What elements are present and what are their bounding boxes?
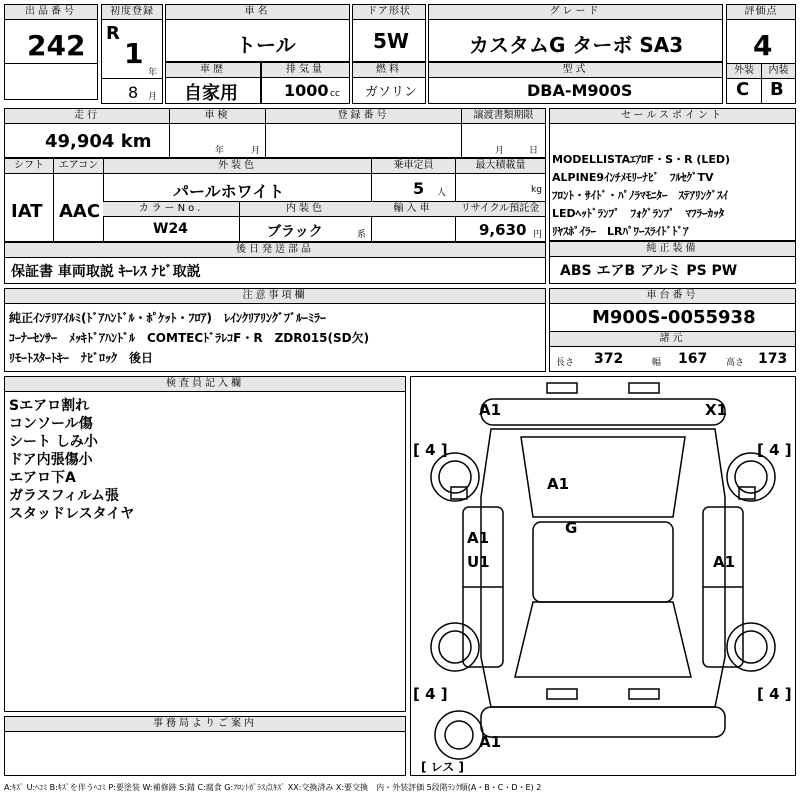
exterior-grade: C bbox=[736, 79, 750, 100]
length: 372 bbox=[594, 351, 624, 367]
note-line: ﾘﾓｰﾄｽﾀｰﾄｷｰ ﾅﾋﾞﾛｯｸ 後日 bbox=[9, 351, 154, 365]
diagram-front-left-label: A1 bbox=[479, 401, 502, 419]
transfer-day-unit: 日 bbox=[529, 146, 539, 156]
later-parts-box bbox=[4, 242, 546, 284]
year-unit: 年 bbox=[148, 68, 158, 78]
grade: カスタムG ターボ SA3 bbox=[469, 33, 684, 57]
sales-points-box bbox=[549, 108, 796, 241]
factory-equip-header: 純正装備 bbox=[550, 242, 795, 257]
grade-box bbox=[428, 4, 723, 62]
score: 4 bbox=[753, 29, 773, 62]
lot-number: 242 bbox=[27, 29, 86, 62]
notes-box bbox=[4, 288, 546, 372]
diagram-roof-a1: A1 bbox=[547, 475, 570, 493]
car-name: トール bbox=[236, 33, 296, 57]
max-load-header: 最大積載量 bbox=[455, 159, 545, 174]
lot-number-header: 出品番号 bbox=[5, 5, 97, 20]
chassis-header: 車台番号 bbox=[550, 289, 795, 304]
length-label: 長さ bbox=[556, 358, 575, 368]
note-line: 純正ｲﾝﾃﾘｱｲﾙﾐ(ﾄﾞｱﾊﾝﾄﾞﾙ・ﾎﾟｹｯﾄ・ﾌﾛｱ) ﾚｲﾝｸﾘｱﾘﾝｸﾞﾌﾞﾙｰﾐﾗｰ bbox=[9, 311, 326, 325]
legend: A:ｷｽﾞ U:ﾍｺﾐ B:ｷｽﾞを伴うﾍｺﾐ P:要塗装 W:補修跡 S:錆 C:腐食 G:ﾌﾛﾝﾄｶﾞﾗｽ点ｷｽﾞ XX:交換済み X:要交換 内・外装評価 5段階ﾗﾝｸ順(A・B・C・D・E) 2 bbox=[4, 783, 542, 792]
displacement: 1000 bbox=[284, 81, 329, 100]
diagram-tire-fr: [ 4 ] bbox=[757, 441, 792, 459]
shift: IAT bbox=[11, 201, 43, 222]
height: 173 bbox=[758, 351, 788, 367]
mileage-header: 走行 bbox=[5, 109, 169, 124]
sales-point-line: MODELLISTAｴｱﾛF・S・R (LED) bbox=[552, 153, 731, 166]
registration-month: 8 bbox=[128, 83, 139, 102]
ext-color: パールホワイト bbox=[173, 182, 285, 201]
exterior-header: 外装 bbox=[727, 64, 761, 79]
int-color-header: 内装色 bbox=[239, 202, 371, 217]
recycle-fee: 9,630 bbox=[479, 221, 527, 239]
inspector-note: ガラスフィルム張 bbox=[9, 488, 119, 504]
history-box bbox=[165, 62, 261, 104]
capacity-header: 乗車定員 bbox=[371, 159, 455, 174]
inspector-note: ドア内張傷小 bbox=[9, 452, 93, 468]
diagram-rear-a1: A1 bbox=[479, 733, 502, 751]
model-type-header: 型式 bbox=[429, 63, 722, 78]
inspector-box bbox=[4, 376, 406, 712]
displacement-box bbox=[261, 62, 350, 104]
car-diagram-box bbox=[410, 376, 796, 776]
inspector-note: シート しみ小 bbox=[9, 434, 98, 450]
diagram-left-door-u1: U1 bbox=[467, 553, 490, 571]
grade-header: グレード bbox=[429, 5, 722, 20]
displacement-unit: cc bbox=[330, 89, 340, 99]
shift-color-box bbox=[4, 158, 546, 242]
month-unit: 月 bbox=[148, 92, 158, 102]
sales-point-line: ALPINE9ｲﾝﾁﾒﾓﾘｰﾅﾋﾞ ﾌﾙｾｸﾞTV bbox=[552, 171, 714, 184]
inspector-note: エアロ下A bbox=[9, 470, 76, 486]
int-color-unit: 系 bbox=[357, 230, 367, 240]
inspector-note: Sエアロ割れ bbox=[9, 398, 90, 414]
shift-header: シフト bbox=[5, 159, 53, 174]
registration-era: R bbox=[106, 23, 120, 44]
inspection-year-unit: 年 bbox=[215, 146, 225, 156]
score-box bbox=[726, 4, 796, 104]
interior-grade: B bbox=[770, 79, 784, 100]
notes-header: 注意事項欄 bbox=[5, 289, 545, 304]
door-header: ドア形状 bbox=[353, 5, 425, 20]
inspection-month-unit: 月 bbox=[251, 146, 261, 156]
aircon: AAC bbox=[59, 201, 101, 222]
first-registration-header: 初度登録 bbox=[102, 5, 162, 20]
office-header: 事務局よりご案内 bbox=[5, 717, 405, 732]
first-registration-box bbox=[101, 4, 163, 104]
mileage: 49,904 km bbox=[45, 131, 152, 152]
recycle-header: リサイクル預託金 bbox=[455, 202, 545, 217]
score-header: 評価点 bbox=[727, 5, 795, 20]
sales-points-header: セールスポイント bbox=[550, 109, 795, 124]
height-label: 高さ bbox=[726, 358, 745, 368]
load-unit: kg bbox=[531, 185, 542, 195]
diagram-tire-fl: [ 4 ] bbox=[413, 441, 448, 459]
int-color: ブラック bbox=[267, 224, 323, 240]
interior-header: 内装 bbox=[761, 64, 795, 79]
diagram-tire-rl: [ 4 ] bbox=[413, 685, 448, 703]
width-label: 幅 bbox=[652, 358, 662, 368]
transfer-header: 譲渡書類期限 bbox=[461, 109, 545, 124]
inspector-note: スタッドレスタイヤ bbox=[9, 506, 135, 522]
door-type: 5W bbox=[373, 29, 409, 53]
diagram-left-door-a1: A1 bbox=[467, 529, 490, 547]
chassis-box bbox=[549, 288, 796, 372]
aircon-header: エアコン bbox=[53, 159, 103, 174]
lot-number-box bbox=[4, 4, 98, 100]
reg-no-header: 登録番号 bbox=[265, 109, 461, 124]
inspector-note: コンソール傷 bbox=[9, 416, 93, 432]
diagram-front-right-label: X1 bbox=[705, 401, 728, 419]
fuel-box bbox=[352, 62, 426, 104]
diagram-right-door-a1: A1 bbox=[713, 553, 736, 571]
sales-point-line: ﾌﾛﾝﾄ・ｻｲﾄﾞ・ﾊﾟﾉﾗﾏﾓﾆﾀｰ ｽﾃｱﾘﾝｸﾞｽｲ bbox=[552, 189, 728, 202]
sales-point-line: ﾘﾔｽﾎﾟｲﾗｰ LRﾊﾟﾜｰｽﾗｲﾄﾞﾄﾞｱ bbox=[552, 225, 689, 238]
specs-header: 諸元 bbox=[550, 332, 795, 347]
recycle-unit: 円 bbox=[533, 230, 543, 240]
width: 167 bbox=[678, 351, 708, 367]
capacity-unit: 人 bbox=[437, 188, 447, 198]
mileage-inspection-box bbox=[4, 108, 546, 158]
chassis-no: M900S-0055938 bbox=[592, 307, 756, 328]
transfer-month-unit: 月 bbox=[495, 146, 505, 156]
color-no: W24 bbox=[153, 221, 188, 237]
registration-year: 1 bbox=[124, 37, 144, 70]
factory-equip: ABS エアB アルミ PS PW bbox=[560, 263, 738, 279]
model-type-box bbox=[428, 62, 723, 104]
later-parts: 保証書 車両取説 ｷｰﾚｽ ﾅﾋﾞ取説 bbox=[11, 264, 201, 280]
history-header: 車歴 bbox=[166, 63, 260, 78]
fuel-header: 燃料 bbox=[353, 63, 425, 78]
capacity: 5 bbox=[413, 179, 425, 198]
model-type: DBA-M900S bbox=[527, 81, 633, 100]
inspection-header: 車検 bbox=[169, 109, 265, 124]
factory-equip-box bbox=[549, 241, 796, 284]
car-name-box bbox=[165, 4, 350, 62]
inspector-header: 検査員記入欄 bbox=[5, 377, 405, 392]
color-no-header: カラーNo. bbox=[103, 202, 239, 217]
diagram-roof-g: G bbox=[565, 519, 578, 537]
later-parts-header: 後日発送部品 bbox=[5, 243, 545, 258]
ext-color-header: 外装色 bbox=[103, 159, 371, 174]
import-header: 輸入車 bbox=[371, 202, 455, 217]
sales-point-line: LEDﾍｯﾄﾞﾗﾝﾌﾟ ﾌｫｸﾞﾗﾝﾌﾟ ﾏﾌﾗｰｶｯﾀ bbox=[552, 207, 725, 220]
car-diagram bbox=[411, 377, 795, 775]
car-name-header: 車名 bbox=[166, 5, 349, 20]
diagram-tire-rr: [ 4 ] bbox=[757, 685, 792, 703]
displacement-header: 排気量 bbox=[262, 63, 349, 78]
office-box bbox=[4, 716, 406, 776]
history: 自家用 bbox=[184, 83, 238, 104]
note-line: ｺｰﾅｰｾﾝｻｰ ﾒｯｷﾄﾞｱﾊﾝﾄﾞﾙ COMTECﾄﾞﾗﾚｺF・R ZDR015(SD欠) bbox=[9, 331, 370, 345]
fuel: ガソリン bbox=[365, 85, 418, 100]
door-box bbox=[352, 4, 426, 62]
diagram-spare: [ レス ] bbox=[421, 760, 464, 774]
